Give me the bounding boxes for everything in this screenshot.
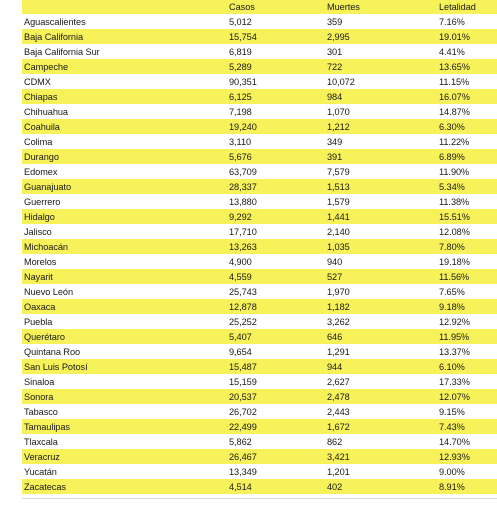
cell-cases: 5,012 (229, 16, 252, 27)
table-row (22, 344, 497, 359)
table-row (22, 179, 497, 194)
cell-lethality: 12.93% (439, 451, 470, 462)
cell-deaths: 2,140 (327, 226, 350, 237)
cell-cases: 15,754 (229, 31, 257, 42)
cell-state: Guerrero (24, 196, 61, 207)
table-row (22, 74, 497, 89)
cell-cases: 25,743 (229, 286, 257, 297)
cell-state: San Luis Potosí (24, 361, 88, 372)
cell-cases: 4,514 (229, 481, 252, 492)
table-row (22, 119, 497, 134)
cell-deaths: 1,579 (327, 196, 350, 207)
cell-lethality: 12.08% (439, 226, 470, 237)
table-body (22, 14, 497, 494)
table-header (22, 0, 497, 14)
cell-cases: 26,702 (229, 406, 257, 417)
cell-state: Sonora (24, 391, 54, 402)
cell-state: Hidalgo (24, 211, 55, 222)
cell-cases: 6,125 (229, 91, 252, 102)
table-row (22, 44, 497, 59)
cell-deaths: 1,212 (327, 121, 350, 132)
cell-state: Tamaulipas (24, 421, 70, 432)
cell-cases: 20,537 (229, 391, 257, 402)
header-deaths: Muertes (327, 2, 360, 12)
table-row (22, 464, 497, 479)
cell-cases: 15,159 (229, 376, 257, 387)
cell-lethality: 11.22% (439, 136, 470, 147)
cell-cases: 28,337 (229, 181, 257, 192)
cell-state: Coahuila (24, 121, 60, 132)
cell-cases: 5,407 (229, 331, 252, 342)
table-row (22, 104, 497, 119)
cell-cases: 9,654 (229, 346, 252, 357)
cell-state: Oaxaca (24, 301, 56, 312)
cell-state: Colima (24, 136, 53, 147)
table-row (22, 239, 497, 254)
cell-state: Jalisco (24, 226, 52, 237)
table-row (22, 449, 497, 464)
cell-deaths: 527 (327, 271, 343, 282)
table-row (22, 419, 497, 434)
cell-deaths: 1,441 (327, 211, 350, 222)
cell-cases: 6,819 (229, 46, 252, 57)
table-row (22, 89, 497, 104)
cell-lethality: 6.89% (439, 151, 465, 162)
cell-deaths: 2,627 (327, 376, 350, 387)
cell-lethality: 7.65% (439, 286, 465, 297)
cell-lethality: 9.00% (439, 466, 465, 477)
cell-lethality: 7.80% (439, 241, 465, 252)
table-row (22, 269, 497, 284)
cell-state: Tabasco (24, 406, 58, 417)
cell-lethality: 15.51% (439, 211, 470, 222)
cell-lethality: 7.43% (439, 421, 465, 432)
cell-deaths: 862 (327, 436, 343, 447)
cell-state: CDMX (24, 76, 51, 87)
cell-lethality: 11.15% (439, 76, 470, 87)
cell-cases: 7,198 (229, 106, 252, 117)
cell-deaths: 984 (327, 91, 343, 102)
cell-state: Baja California Sur (24, 46, 100, 57)
cell-lethality: 5.34% (439, 181, 465, 192)
cell-state: Veracruz (24, 451, 60, 462)
cell-state: Yucatán (24, 466, 57, 477)
cell-deaths: 1,970 (327, 286, 350, 297)
cell-state: Nayarit (24, 271, 53, 282)
cell-lethality: 11.95% (439, 331, 470, 342)
cell-state: Aguascalientes (24, 16, 86, 27)
cell-deaths: 1,672 (327, 421, 350, 432)
cell-state: Morelos (24, 256, 57, 267)
cell-lethality: 19.18% (439, 256, 470, 267)
table-row (22, 164, 497, 179)
cell-cases: 13,880 (229, 196, 257, 207)
cell-lethality: 13.37% (439, 346, 470, 357)
cell-deaths: 3,262 (327, 316, 350, 327)
covid-state-table (22, 0, 497, 494)
table-row (22, 194, 497, 209)
cell-deaths: 2,443 (327, 406, 350, 417)
cell-cases: 19,240 (229, 121, 257, 132)
cell-deaths: 1,291 (327, 346, 350, 357)
header-row (22, 0, 497, 14)
cell-lethality: 9.18% (439, 301, 465, 312)
table-row (22, 359, 497, 374)
cell-lethality: 14.70% (439, 436, 470, 447)
table-row (22, 134, 497, 149)
table-row (22, 14, 497, 29)
cell-lethality: 11.90% (439, 166, 470, 177)
table-row (22, 254, 497, 269)
cell-deaths: 402 (327, 481, 343, 492)
header-lethality: Letalidad (439, 2, 476, 12)
table-row (22, 149, 497, 164)
cell-cases: 5,862 (229, 436, 252, 447)
cell-state: Puebla (24, 316, 53, 327)
cell-deaths: 301 (327, 46, 343, 57)
cell-state: Baja California (24, 31, 84, 42)
cell-deaths: 3,421 (327, 451, 350, 462)
cell-deaths: 1,201 (327, 466, 350, 477)
cell-lethality: 4.41% (439, 46, 465, 57)
cell-lethality: 14.87% (439, 106, 470, 117)
cell-cases: 25,252 (229, 316, 257, 327)
cell-cases: 90,351 (229, 76, 257, 87)
cell-deaths: 2,478 (327, 391, 350, 402)
cell-state: Tlaxcala (24, 436, 58, 447)
cell-lethality: 11.38% (439, 196, 470, 207)
cell-cases: 5,289 (229, 61, 252, 72)
cell-cases: 17,710 (229, 226, 257, 237)
cell-deaths: 1,513 (327, 181, 350, 192)
table-row (22, 59, 497, 74)
cell-deaths: 10,072 (327, 76, 355, 87)
cell-lethality: 17.33% (439, 376, 470, 387)
cell-cases: 5,676 (229, 151, 252, 162)
cell-state: Michoacán (24, 241, 68, 252)
cell-lethality: 9.15% (439, 406, 465, 417)
cell-cases: 15,487 (229, 361, 257, 372)
cell-lethality: 19.01% (439, 31, 470, 42)
cell-deaths: 349 (327, 136, 343, 147)
table-row (22, 479, 497, 494)
table-row (22, 389, 497, 404)
cell-deaths: 940 (327, 256, 343, 267)
table-row (22, 224, 497, 239)
cell-cases: 26,467 (229, 451, 257, 462)
table-row (22, 374, 497, 389)
cell-state: Nuevo León (24, 286, 74, 297)
cell-deaths: 359 (327, 16, 343, 27)
cell-state: Guanajuato (24, 181, 72, 192)
table-row (22, 404, 497, 419)
cell-cases: 4,900 (229, 256, 252, 267)
cell-cases: 13,349 (229, 466, 257, 477)
cell-deaths: 391 (327, 151, 343, 162)
cell-deaths: 722 (327, 61, 343, 72)
cell-state: Edomex (24, 166, 58, 177)
cell-deaths: 1,035 (327, 241, 350, 252)
cell-cases: 4,559 (229, 271, 252, 282)
header-state (22, 0, 227, 14)
cell-state: Chihuahua (24, 106, 68, 117)
cell-lethality: 6.30% (439, 121, 465, 132)
table-row (22, 284, 497, 299)
cell-lethality: 7.16% (439, 16, 465, 27)
table-row (22, 434, 497, 449)
cell-cases: 12,878 (229, 301, 257, 312)
cell-cases: 22,499 (229, 421, 257, 432)
cell-cases: 63,709 (229, 166, 257, 177)
cell-lethality: 12.92% (439, 316, 470, 327)
cell-cases: 13,263 (229, 241, 257, 252)
cell-lethality: 11.56% (439, 271, 470, 282)
cell-deaths: 7,579 (327, 166, 350, 177)
table-row (22, 299, 497, 314)
bottom-divider (22, 498, 497, 499)
cell-state: Chiapas (24, 91, 58, 102)
header-cases: Casos (229, 2, 255, 12)
cell-state: Campeche (24, 61, 69, 72)
cell-cases: 9,292 (229, 211, 252, 222)
cell-state: Zacatecas (24, 481, 66, 492)
table-row (22, 209, 497, 224)
cell-state: Quintana Roo (24, 346, 81, 357)
cell-state: Durango (24, 151, 59, 162)
cell-cases: 3,110 (229, 136, 252, 147)
cell-lethality: 16.07% (439, 91, 470, 102)
table-row (22, 314, 497, 329)
cell-state: Sinaloa (24, 376, 55, 387)
cell-lethality: 8.91% (439, 481, 465, 492)
table-row (22, 329, 497, 344)
cell-deaths: 2,995 (327, 31, 350, 42)
cell-deaths: 1,070 (327, 106, 350, 117)
cell-lethality: 13.65% (439, 61, 470, 72)
cell-lethality: 6.10% (439, 361, 465, 372)
cell-state: Querétaro (24, 331, 65, 342)
cell-deaths: 646 (327, 331, 343, 342)
table-row (22, 29, 497, 44)
cell-deaths: 944 (327, 361, 343, 372)
cell-deaths: 1,182 (327, 301, 350, 312)
cell-lethality: 12.07% (439, 391, 470, 402)
